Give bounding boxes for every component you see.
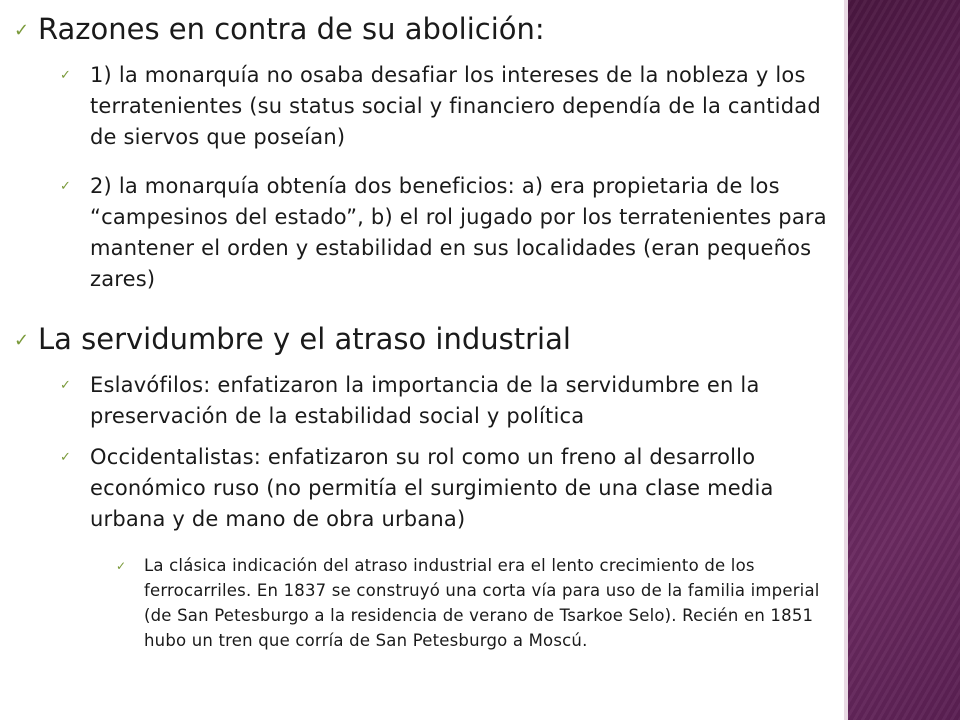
bullet-text: Eslavófilos: enfatizaron la importancia de la servidumbre en la preservación de la estabilidad social y política: [90, 373, 760, 428]
checkmark-icon: ✓: [116, 559, 127, 573]
checkmark-icon: ✓: [14, 20, 30, 41]
side-band-texture: [848, 0, 960, 720]
bullet-text: 2) la monarquía obtenía dos beneficios: a) era propietaria de los “campesinos del estado”, b) el rol jugado por los terratenientes para mantener el orden y estabilidad en sus localidades (eran pequeños zares): [90, 174, 827, 291]
checkmark-icon: ✓: [60, 179, 71, 194]
checkmark-icon: ✓: [60, 68, 71, 83]
bullet-text: Occidentalistas: enfatizaron su rol como un freno al desarrollo económico ruso (no permitía el surgimiento de una clase media urbana y de mano de obra urbana): [90, 445, 774, 531]
bullet-text: La clásica indicación del atraso industrial era el lento crecimiento de los ferrocarriles. En 1837 se construyó una corta vía para uso de la familia imperial (de San Petesburgo a la residencia de verano de Tsarkoe Selo). Recién en 1851 hubo un tren que corría de San Petesburgo a Moscú.: [144, 556, 820, 650]
bullet-text: La servidumbre y el atraso industrial: [38, 322, 571, 356]
checkmark-icon: ✓: [60, 450, 71, 465]
checkmark-icon: ✓: [14, 330, 30, 351]
bullet-text: Razones en contra de su abolición:: [38, 12, 545, 46]
bullet-text: 1) la monarquía no osaba desafiar los intereses de la nobleza y los terratenientes (su status social y financiero dependía de la cantidad de siervos que poseían): [90, 63, 821, 149]
checkmark-icon: ✓: [60, 378, 71, 393]
